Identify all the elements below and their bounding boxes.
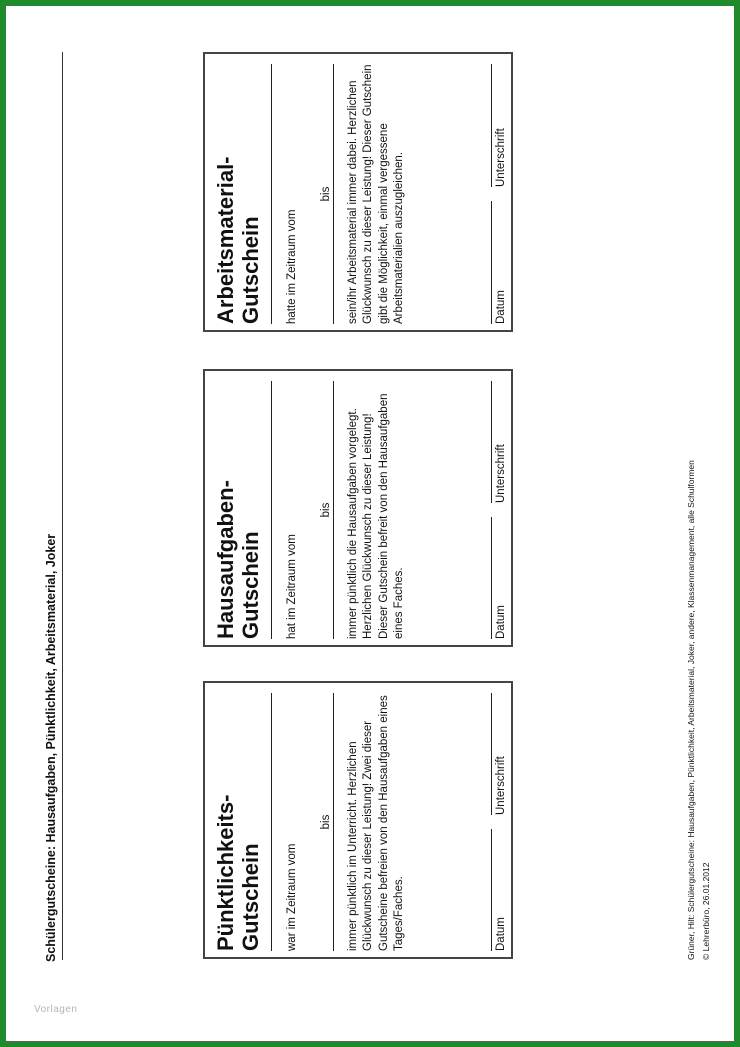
date-field[interactable]: Datum bbox=[491, 829, 507, 951]
title-rule bbox=[271, 381, 272, 639]
voucher-title: Arbeitsmaterial- Gutschein bbox=[213, 156, 263, 324]
page-title: Schülergutscheine: Hausaufgaben, Pünktlichkeit, Arbeitsmaterial, Joker bbox=[44, 533, 58, 962]
signature-field[interactable]: Unterschrift bbox=[491, 64, 507, 187]
date-field[interactable]: Datum bbox=[491, 201, 507, 324]
period-fill-line[interactable] bbox=[318, 693, 334, 951]
title-rule bbox=[271, 693, 272, 951]
signature-row bbox=[491, 693, 507, 951]
footer-copyright: © Lehrerbüro, 26.01.2012 bbox=[701, 862, 711, 960]
bis-label: bis bbox=[320, 500, 332, 521]
voucher-card-material bbox=[203, 52, 513, 332]
header-divider bbox=[62, 52, 63, 960]
voucher-text: immer pünktlich im Unterricht. Herzlichen Glückwunsch zu dieser Leistung! Zwei dieser Gutscheine befreien von den Hausaufgaben eines Tages/Faches. bbox=[347, 695, 405, 951]
voucher-text: immer pünktlich die Hausaufgaben vorgelegt. Herzlichen Glückwunsch zu dieser Leistung! Dieser Gutschein befreit von den Hausaufgaben eines Faches. bbox=[347, 393, 405, 639]
period-fill-line[interactable] bbox=[318, 64, 334, 324]
signature-field[interactable]: Unterschrift bbox=[491, 693, 507, 815]
footer-credit-line-1: Grüner, Hilt: Schülergutscheine: Hausaufgaben, Pünktlichkeit, Arbeitsmaterial, Joker, andere, Klassenmanagement, alle Schulformen bbox=[686, 460, 696, 960]
signature-row bbox=[491, 64, 507, 324]
voucher-card-homework bbox=[203, 369, 513, 647]
period-label: hat im Zeitraum vom bbox=[286, 534, 298, 639]
period-fill-line[interactable] bbox=[318, 381, 334, 639]
voucher-title: Pünktlichkeits- Gutschein bbox=[213, 794, 263, 951]
voucher-card-punctuality bbox=[203, 681, 513, 959]
bis-label: bis bbox=[320, 184, 332, 205]
watermark: Vorlagen bbox=[34, 1004, 78, 1015]
period-label: war im Zeitraum vom bbox=[286, 843, 298, 951]
bis-label: bis bbox=[320, 812, 332, 833]
period-label: hatte im Zeitraum vom bbox=[286, 209, 298, 324]
date-field[interactable]: Datum bbox=[491, 517, 507, 639]
title-rule bbox=[271, 64, 272, 324]
signature-row bbox=[491, 381, 507, 639]
signature-field[interactable]: Unterschrift bbox=[491, 381, 507, 503]
voucher-title: Hausaufgaben- Gutschein bbox=[213, 480, 263, 639]
voucher-text: sein/ihr Arbeitsmaterial immer dabei. Herzlichen Glückwunsch zu dieser Leistung! Dieser Gutschein gibt die Möglichkeit, einmal vergessene Arbeitsmaterialien auszugleichen. bbox=[347, 64, 405, 324]
